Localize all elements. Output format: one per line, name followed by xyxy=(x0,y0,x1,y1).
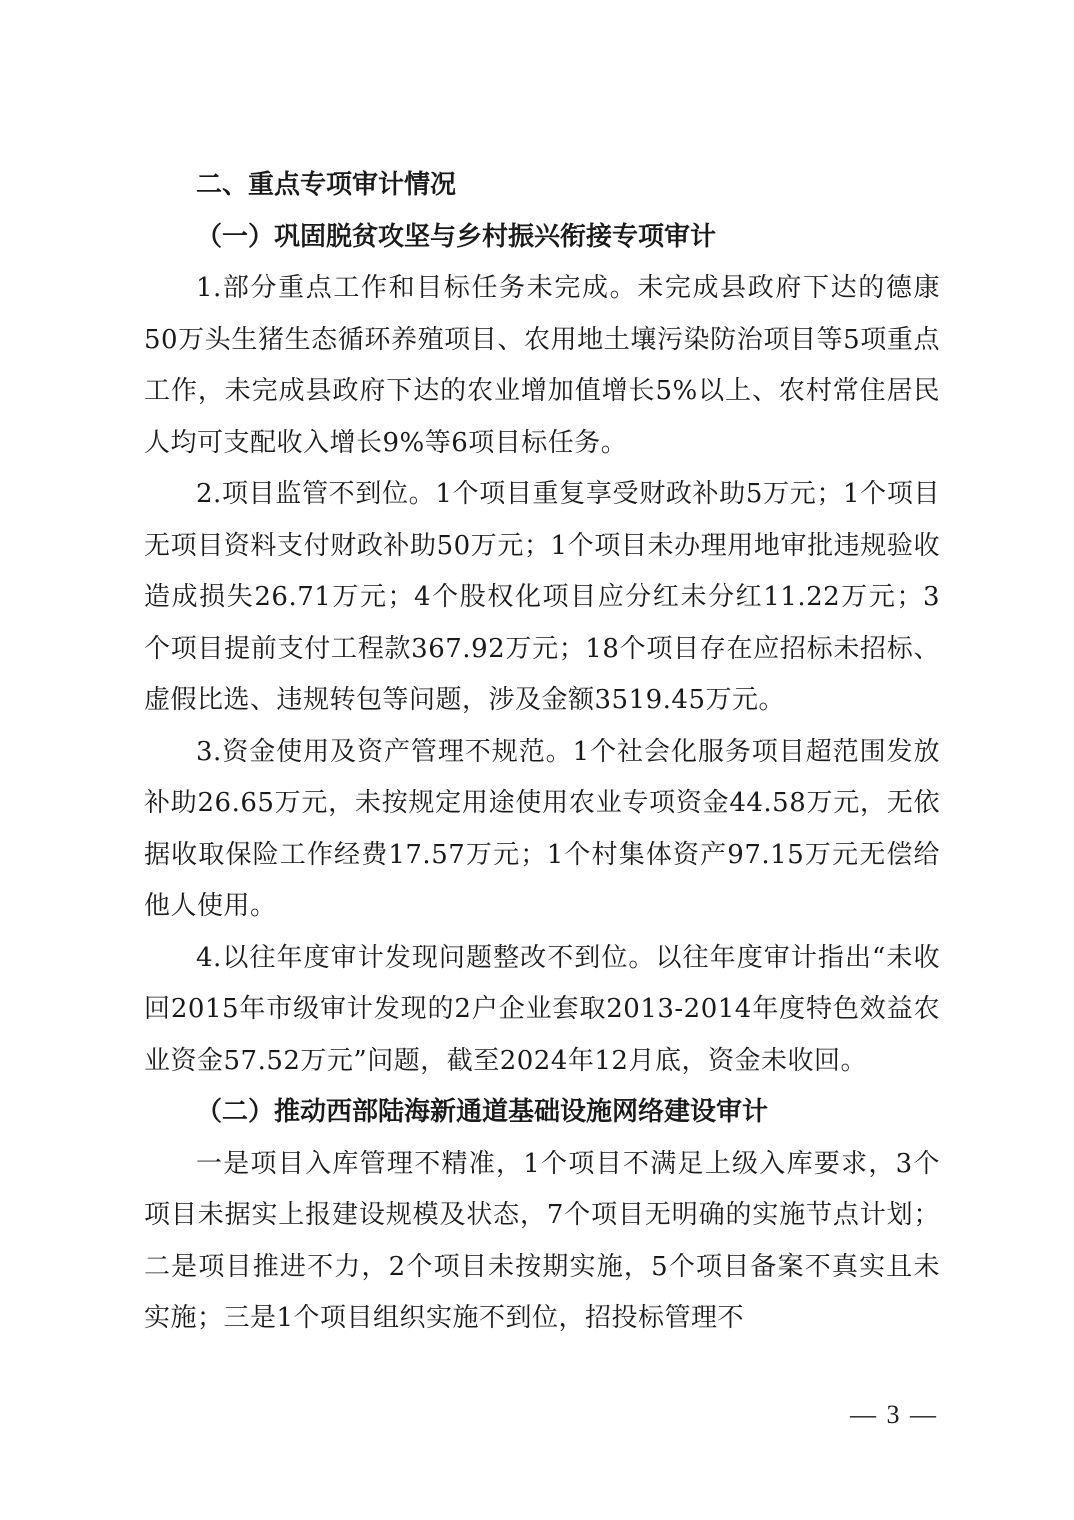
subsection-1-title: （一）巩固脱贫攻坚与乡村振兴衔接专项审计 xyxy=(196,221,717,252)
paragraph-5: 一是项目入库管理不精准，1个项目不满足上级入库要求，3个项目未据实上报建设规模及状态，7个项目无明确的实施节点计划；二是项目推进不力，2个项目未按期实施，5个项目备案不真实且未实施；三是1个项目组织实施不到位，招投标管理不 xyxy=(144,1148,940,1333)
document-body xyxy=(144,160,940,1345)
page-number: — 3 — xyxy=(850,1400,938,1429)
paragraph-4: 4.以往年度审计发现问题整改不到位。以往年度审计指出“未收回2015年市级审计发现的2户企业套取2013-2014年度特色效益农业资金57.52万元”问题，截至2024年12月底，资金未收回。 xyxy=(144,942,940,1076)
subsection-2-title: （二）推动西部陆海新通道基础设施网络建设审计 xyxy=(196,1097,769,1127)
paragraph-3: 3.资金使用及资产管理不规范。1个社会化服务项目超范围发放补助26.65万元，未按规定用途使用农业专项资金44.58万元，无依据收取保险工作经费17.57万元；1个村集体资产97.15万元无偿给他人使用。 xyxy=(144,736,940,921)
paragraph-2: 2.项目监管不到位。1个项目重复享受财政补助5万元；1个项目无项目资料支付财政补助50万元；1个项目未办理用地审批违规验收造成损失26.71万元；4个股权化项目应分红未分红11.22万元；3个项目提前支付工程款367.92万元；18个项目存在应招标未招标、虚假比选、违规转包等问题，涉及金额3519.45万元。 xyxy=(144,479,940,715)
paragraph-1: 1.部分重点工作和目标任务未完成。未完成县政府下达的德康50万头生猪生态循环养殖项目、农用地土壤污染防治项目等5项重点工作，未完成县政府下达的农业增加值增长5%以上、农村常住居民人均可支配收入增长9%等6项目标任务。 xyxy=(144,273,940,458)
section-heading: 二、重点专项审计情况 xyxy=(196,170,457,200)
